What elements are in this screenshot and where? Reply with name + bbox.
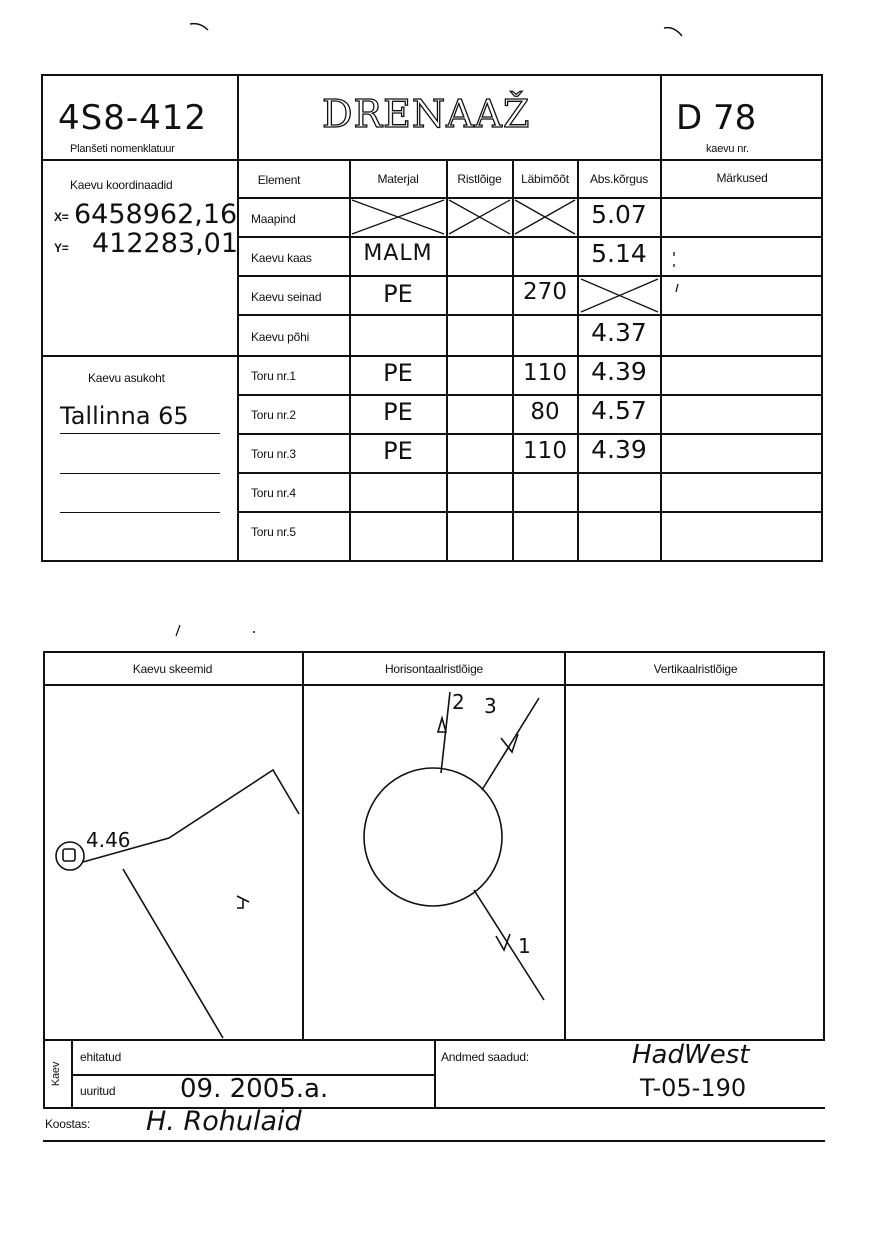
- y-coordinate: 412283,01: [92, 228, 239, 259]
- diameter-value: 80: [530, 399, 560, 425]
- height-value: 4.37: [591, 318, 647, 347]
- map-sheet-code-label: Planšeti nomenklatuur: [70, 143, 175, 155]
- row-element: Kaevu põhi: [251, 330, 310, 344]
- row-element: Toru nr.4: [251, 486, 296, 500]
- data-source-label: Andmed saadud:: [441, 1050, 529, 1064]
- height-value: 4.39: [591, 435, 647, 464]
- row-element: Kaevu seinad: [251, 290, 322, 304]
- row-element: Toru nr.5: [251, 525, 296, 539]
- pipe-label-1: 1: [518, 934, 531, 958]
- row-element: Toru nr.2: [251, 408, 296, 422]
- height-value: 4.39: [591, 357, 647, 386]
- col-header-notes: Märkused: [716, 171, 768, 185]
- horizontal-section-drawing: [304, 686, 564, 1040]
- map-sheet-code: 4S8-412: [58, 98, 208, 138]
- built-label: ehitatud: [80, 1050, 122, 1064]
- row-element: Toru nr.1: [251, 369, 296, 383]
- well-number-label: kaevu nr.: [706, 143, 749, 155]
- location-label: Kaevu asukoht: [88, 371, 165, 385]
- site-sketch: [43, 686, 302, 1040]
- material-value: PE: [383, 398, 413, 426]
- x-prefix: X=: [54, 210, 69, 224]
- diameter-value: 110: [523, 438, 567, 464]
- row-element: Kaevu kaas: [251, 251, 312, 265]
- horizontal-section-header: Horisontaalristlõige: [384, 662, 484, 676]
- coordinates-label: Kaevu koordinaadid: [70, 178, 173, 192]
- x-coordinate: 6458962,16: [74, 199, 238, 230]
- diameter-value: 270: [523, 279, 567, 305]
- row-element: Maapind: [251, 212, 296, 226]
- well-side-label: Kaev: [50, 1061, 62, 1087]
- page-title: DRENAAŽ: [322, 92, 531, 136]
- pipe-label-2: 2: [452, 690, 465, 714]
- author-label: Koostas:: [45, 1117, 91, 1131]
- material-value: PE: [383, 437, 413, 465]
- diameter-value: 110: [523, 360, 567, 386]
- well-number: D 78: [676, 98, 757, 138]
- schemes-header: Kaevu skeemid: [132, 662, 213, 676]
- vertical-section-header: Vertikaalristlõige: [653, 662, 738, 676]
- material-value: PE: [383, 359, 413, 387]
- height-value: 4.57: [591, 396, 647, 425]
- checked-date: 09. 2005.a.: [180, 1074, 329, 1104]
- height-value: 5.07: [591, 200, 647, 229]
- height-value: 5.14: [591, 239, 647, 268]
- checked-label: uuritud: [80, 1084, 116, 1098]
- pipe-label-3: 3: [484, 694, 497, 718]
- col-header-material: Materjal: [377, 172, 419, 186]
- sketch-level: 4.46: [86, 828, 131, 852]
- data-source-company: HadWest: [632, 1040, 750, 1070]
- material-value: MALM: [363, 241, 433, 266]
- y-prefix: Y=: [54, 241, 69, 255]
- col-header-diameter: Läbimõõt: [521, 172, 569, 186]
- author-name: H. Rohulaid: [146, 1106, 302, 1137]
- col-header-section: Ristlõige: [457, 172, 502, 186]
- col-header-element: Element: [257, 173, 301, 187]
- location-value: Tallinna 65: [60, 402, 189, 430]
- col-header-height: Abs.kõrgus: [589, 172, 649, 186]
- row-element: Toru nr.3: [251, 447, 296, 461]
- material-value: PE: [383, 280, 413, 308]
- data-source-ref: T-05-190: [640, 1074, 747, 1102]
